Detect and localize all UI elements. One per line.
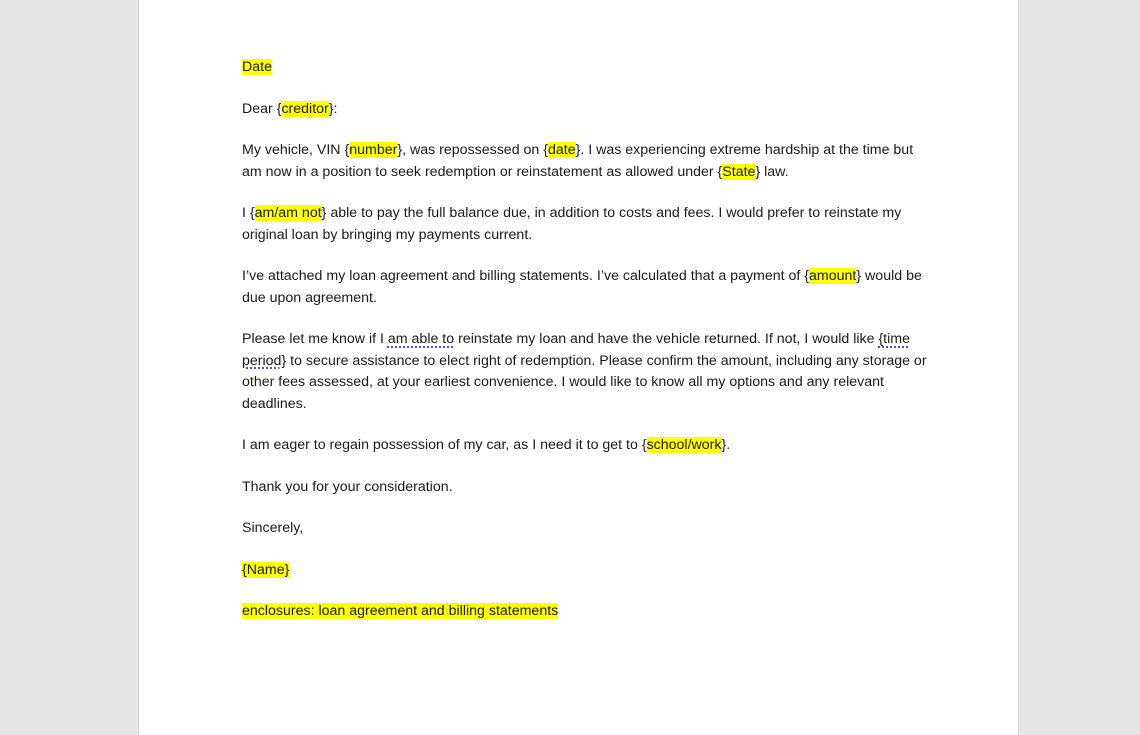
salutation-text-end: }: [328,100,338,117]
am-am-not-placeholder: am/am not [254,205,322,221]
closing-text: Sincerely, [242,520,304,536]
thank-you-line [242,477,932,499]
paragraph-attachments [242,266,932,309]
amount-placeholder: amount [809,268,857,284]
paragraph-text: }. I was experiencing extreme hardship at the time but am now in a position to seek redemption or reinstatement as allowed under { [242,142,914,180]
paragraph-text: } would be due upon agreement. [242,268,922,306]
closing-line [242,518,932,540]
paragraph-ability-to-pay [242,203,932,246]
paragraph-text: Please let me know if I [242,331,388,347]
document-page[interactable] [138,0,1019,735]
grammar-flag-am-able-to[interactable]: am able to [387,331,455,347]
state-placeholder: State [722,163,756,180]
date-placeholder: Date [242,59,272,75]
paragraph-eager [242,435,932,457]
paragraph-request [242,329,932,415]
paragraph-repossession [242,140,932,183]
salutation-text: Dear { [242,100,282,117]
salutation [242,99,932,121]
paragraph-text: I am eager to regain possession of my car, as I need it to get to { [242,437,647,453]
school-work-placeholder: school/work [646,437,722,453]
paragraph-text: } able to pay the full balance due, in addition to costs and fees. I would prefer to reinstate my original loan by bringing my payments current. [242,205,902,243]
letter-body[interactable] [242,57,932,643]
paragraph-text: I’ve attached my loan agreement and billing statements. I’ve calculated that a payment of { [242,268,810,284]
paragraph-text: to secure assistance to elect right of redemption. Please confirm the amount, including any storage or other fees assessed, at your earliest convenience. I would like to know all my options and any relevant deadlines. [242,352,927,412]
paragraph-text: }, was repossessed on { [397,142,548,158]
paragraph-text: reinstate my loan and have the vehicle returned. If not, I would like [454,331,879,347]
date-line [242,57,932,79]
name-placeholder: {Name} [242,561,290,578]
paragraph-text: My vehicle, VIN { [242,142,350,158]
enclosures-line [242,601,932,623]
paragraph-text: } law. [755,163,789,180]
creditor-placeholder: creditor [281,100,329,117]
signature-line [242,560,932,582]
grammar-flag-time-period[interactable]: {time period} [242,331,910,369]
paragraph-text: I { [242,205,255,221]
enclosures-text: enclosures: loan agreement and billing statements [242,603,559,619]
vin-number-placeholder: number [349,142,398,158]
paragraph-text: }. [721,437,731,453]
thank-you-text: Thank you for your consideration. [242,478,453,495]
repossession-date-placeholder: date [547,142,576,158]
